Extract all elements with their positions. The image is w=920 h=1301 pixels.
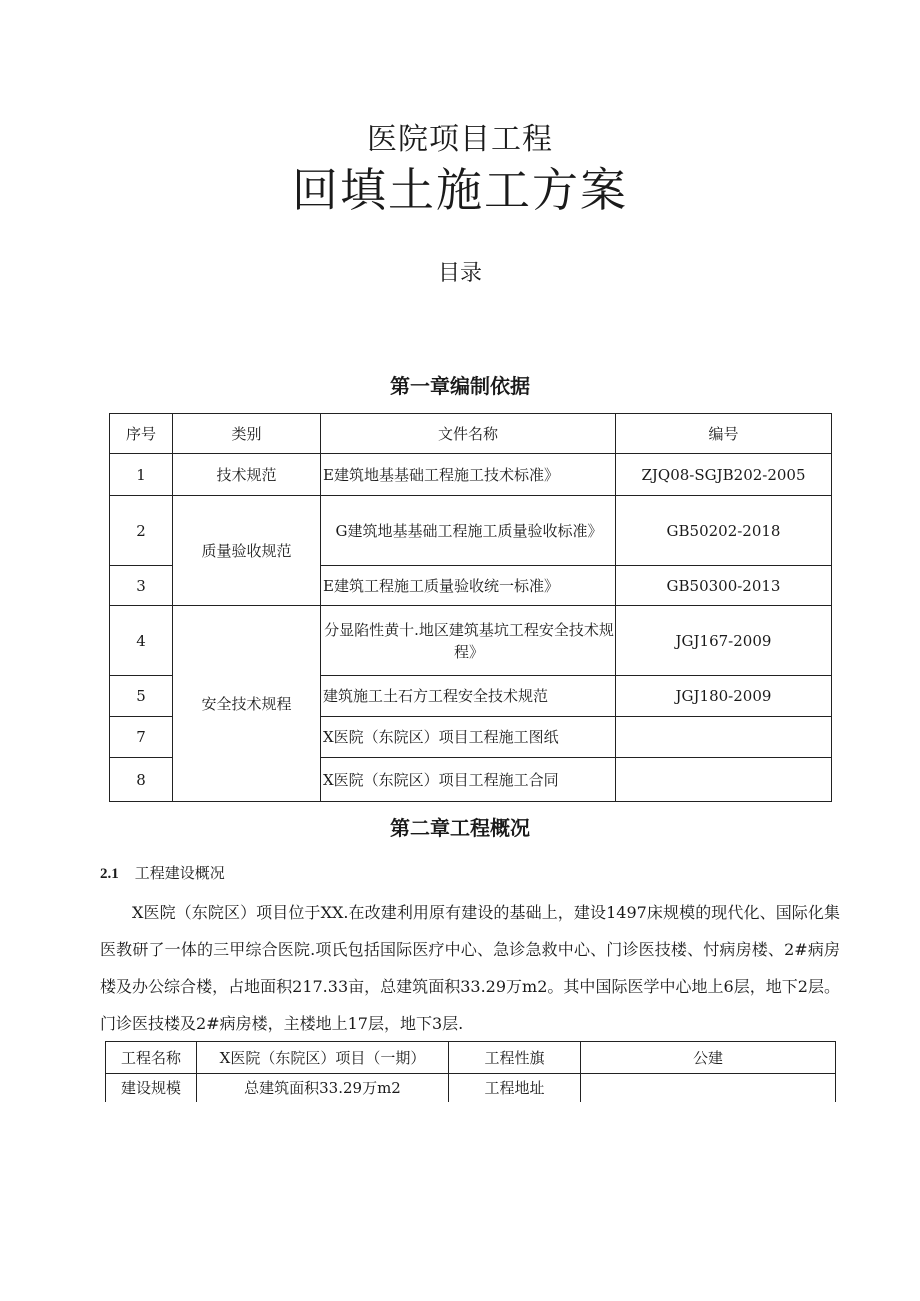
row-no: 1 — [110, 454, 173, 496]
header-category: 类别 — [173, 414, 321, 454]
row-no: 5 — [110, 676, 173, 717]
document-title: 医院项目工程 — [367, 122, 553, 157]
chapter1-heading: 第一章编制依据 — [390, 374, 530, 398]
row-name: 建筑施工土石方工程安全技术规范 — [321, 676, 616, 717]
info-value: 总建筑面积33.29万m2 — [197, 1074, 449, 1103]
table-row — [110, 606, 832, 676]
row-no: 7 — [110, 717, 173, 758]
info-label: 工程地址 — [449, 1074, 581, 1103]
row-no: 4 — [110, 606, 173, 676]
table-row — [110, 496, 832, 566]
row-name: X医院（东院区）项目工程施工图纸 — [321, 717, 616, 758]
reference-table — [109, 413, 832, 802]
header-name: 文件名称 — [321, 414, 616, 454]
section-number: 2.1 — [100, 866, 119, 882]
row-code — [616, 758, 832, 802]
row-code: GB50300-2013 — [616, 566, 832, 606]
row-name: E建筑工程施工质量验收统一标准》 — [321, 566, 616, 606]
header-code: 编号 — [616, 414, 832, 454]
toc-heading: 目录 — [437, 261, 482, 286]
row-name: E建筑地基基础工程施工技术标准》 — [321, 454, 616, 496]
header-no: 序号 — [110, 414, 173, 454]
row-name: X医院（东院区）项目工程施工合同 — [321, 758, 616, 802]
section-title: 工程建设概况 — [134, 864, 225, 882]
row-category: 质量验收规范 — [173, 496, 321, 606]
table-row — [110, 454, 832, 496]
row-no: 8 — [110, 758, 173, 802]
row-category: 安全技术规程 — [173, 606, 321, 802]
row-no: 2 — [110, 496, 173, 566]
chapter2-heading: 第二章工程概况 — [390, 816, 530, 840]
row-code: JGJ180-2009 — [616, 676, 832, 717]
section-heading — [100, 862, 225, 883]
info-label: 工程名称 — [106, 1042, 197, 1074]
document-subtitle: 回填土施工方案 — [292, 163, 628, 217]
info-label: 建设规模 — [106, 1074, 197, 1103]
table-row — [106, 1042, 836, 1074]
row-code: JGJ167-2009 — [616, 606, 832, 676]
info-label: 工程性旗 — [449, 1042, 581, 1074]
project-info-table — [105, 1041, 836, 1102]
info-value: X医院（东院区）项目（一期） — [197, 1042, 449, 1074]
info-value: 公建 — [581, 1042, 836, 1074]
table-header-row — [110, 414, 832, 454]
info-value — [581, 1074, 836, 1103]
row-code — [616, 717, 832, 758]
row-category: 技术规范 — [173, 454, 321, 496]
table-row — [106, 1074, 836, 1103]
row-name: G建筑地基基础工程施工质量验收标准》 — [321, 496, 616, 566]
overview-paragraph: X医院（东院区）项目位于XX.在改建利用原有建设的基础上，建设1497床规模的现代化、国际化集医教研了一体的三甲综合医院.项氏包括国际医疗中心、急诊急救中心、门诊医技楼、忖病房楼、2#病房楼及办公综合楼，占地面积217.33亩，总建筑面积33.29万m2。其中国际医学中心地上6层，地下2层。门诊医技楼及2#病房楼，主楼地上17层，地下3层. — [100, 903, 840, 1033]
row-code: ZJQ08-SGJB202-2005 — [616, 454, 832, 496]
row-code: GB50202-2018 — [616, 496, 832, 566]
row-name: 分显陷性黄十.地区建筑基坑工程安全技术规程》 — [321, 606, 616, 676]
row-no: 3 — [110, 566, 173, 606]
